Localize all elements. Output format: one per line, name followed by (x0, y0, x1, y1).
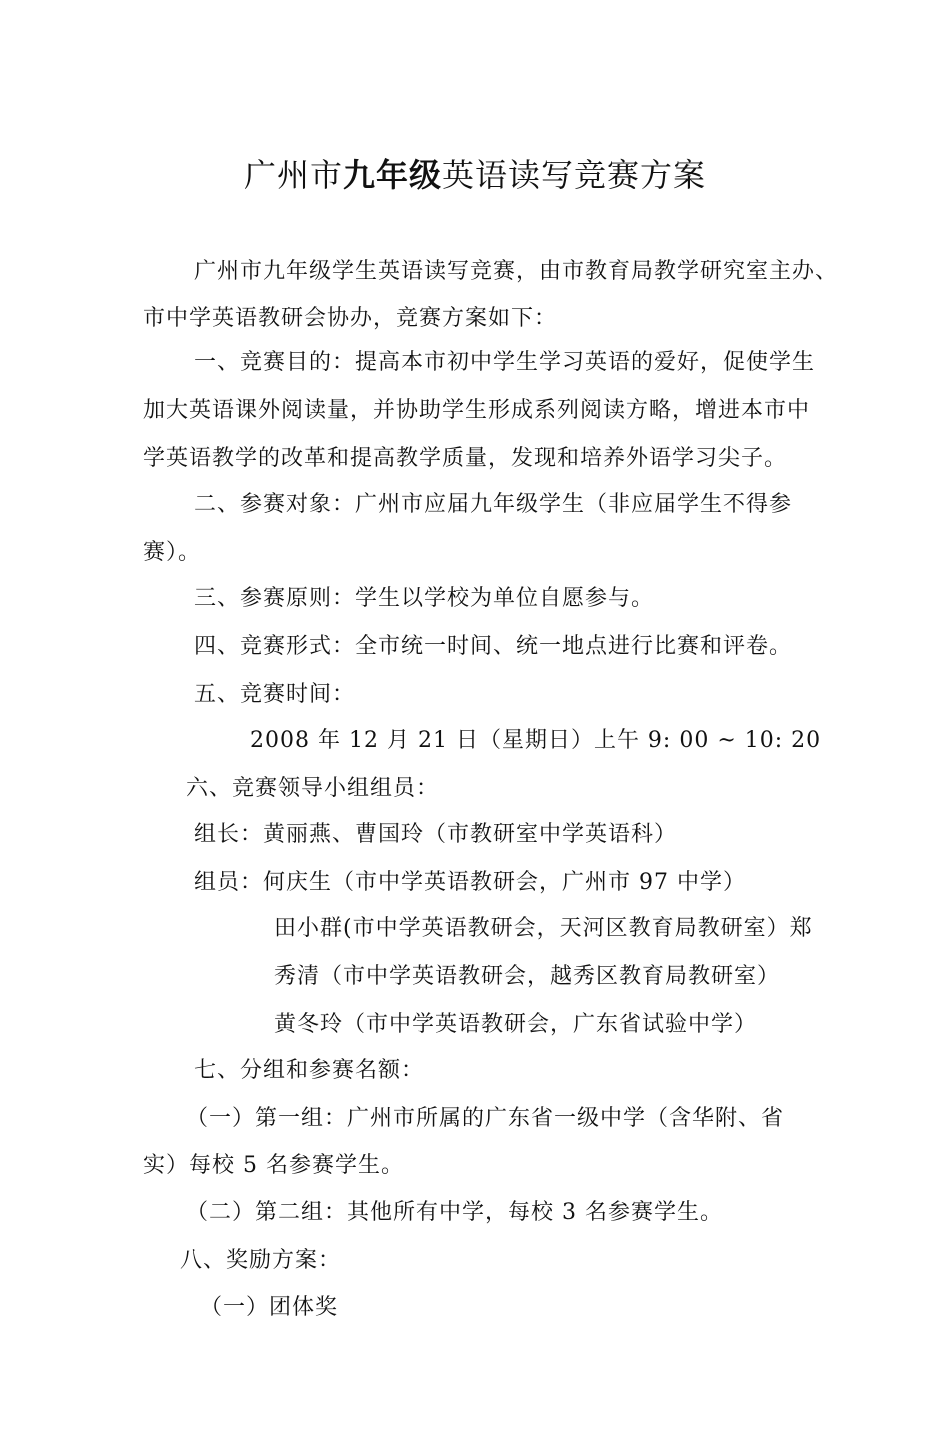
group-members-4: 黄冬玲（市中学英语教研会，广东省试验中学） (274, 1012, 758, 1037)
group-members-1: 组员：何庆生（市中学英语教研会，广州市 97 中学） (194, 870, 746, 895)
section-6-heading: 六、竞赛领导小组组员： (186, 776, 440, 801)
section-5-heading: 五、竞赛时间： (194, 682, 356, 707)
group-2-line: （二）第二组：其他所有中学，每校 3 名参赛学生。 (186, 1200, 723, 1225)
section-2-line-1: 二、参赛对象：广州市应届九年级学生（非应届学生不得参 (194, 492, 793, 517)
competition-time: 2008 年 12 月 21 日（星期日）上午 9: 00 ~ 10: 20 (250, 728, 822, 753)
group-members-2: 田小群(市中学英语教研会，天河区教育局教研室）郑 (274, 916, 813, 941)
section-1-line-2: 加大英语课外阅读量，并协助学生形成系列阅读方略，增进本市中 (143, 398, 811, 423)
team-award-heading: （一）团体奖 (200, 1295, 339, 1320)
section-8-heading: 八、奖励方案： (180, 1248, 342, 1273)
section-7-heading: 七、分组和参赛名额： (194, 1058, 425, 1083)
intro-line-1: 广州市九年级学生英语读写竞赛，由市教育局教学研究室主办、 (194, 259, 839, 284)
group-members-3: 秀清（市中学英语教研会，越秀区教育局教研室） (274, 964, 781, 989)
group-1-line-2: 实）每校 5 名参赛学生。 (143, 1153, 404, 1178)
title-bold-part: 九年级 (342, 156, 442, 194)
group-leaders: 组长：黄丽燕、曹国玲（市教研室中学英语科） (194, 822, 678, 847)
section-1-line-1: 一、竞赛目的：提高本市初中学生学习英语的爱好，促使学生 (194, 350, 816, 375)
group-1-line-1: （一）第一组：广州市所属的广东省一级中学（含华附、省 (186, 1106, 785, 1131)
title-part-1: 广州市 (243, 156, 343, 194)
section-3-line: 三、参赛原则：学生以学校为单位自愿参与。 (194, 586, 655, 611)
title-part-2: 英语读写竞赛方案 (442, 156, 707, 194)
intro-line-2: 市中学英语教研会协办，竞赛方案如下： (143, 306, 558, 331)
section-2-line-2: 赛）。 (143, 540, 202, 565)
document-title (0, 150, 950, 196)
section-1-line-3: 学英语教学的改革和提高教学质量，发现和培养外语学习尖子。 (143, 446, 788, 471)
section-4-line: 四、竞赛形式：全市统一时间、统一地点进行比赛和评卷。 (194, 634, 793, 659)
